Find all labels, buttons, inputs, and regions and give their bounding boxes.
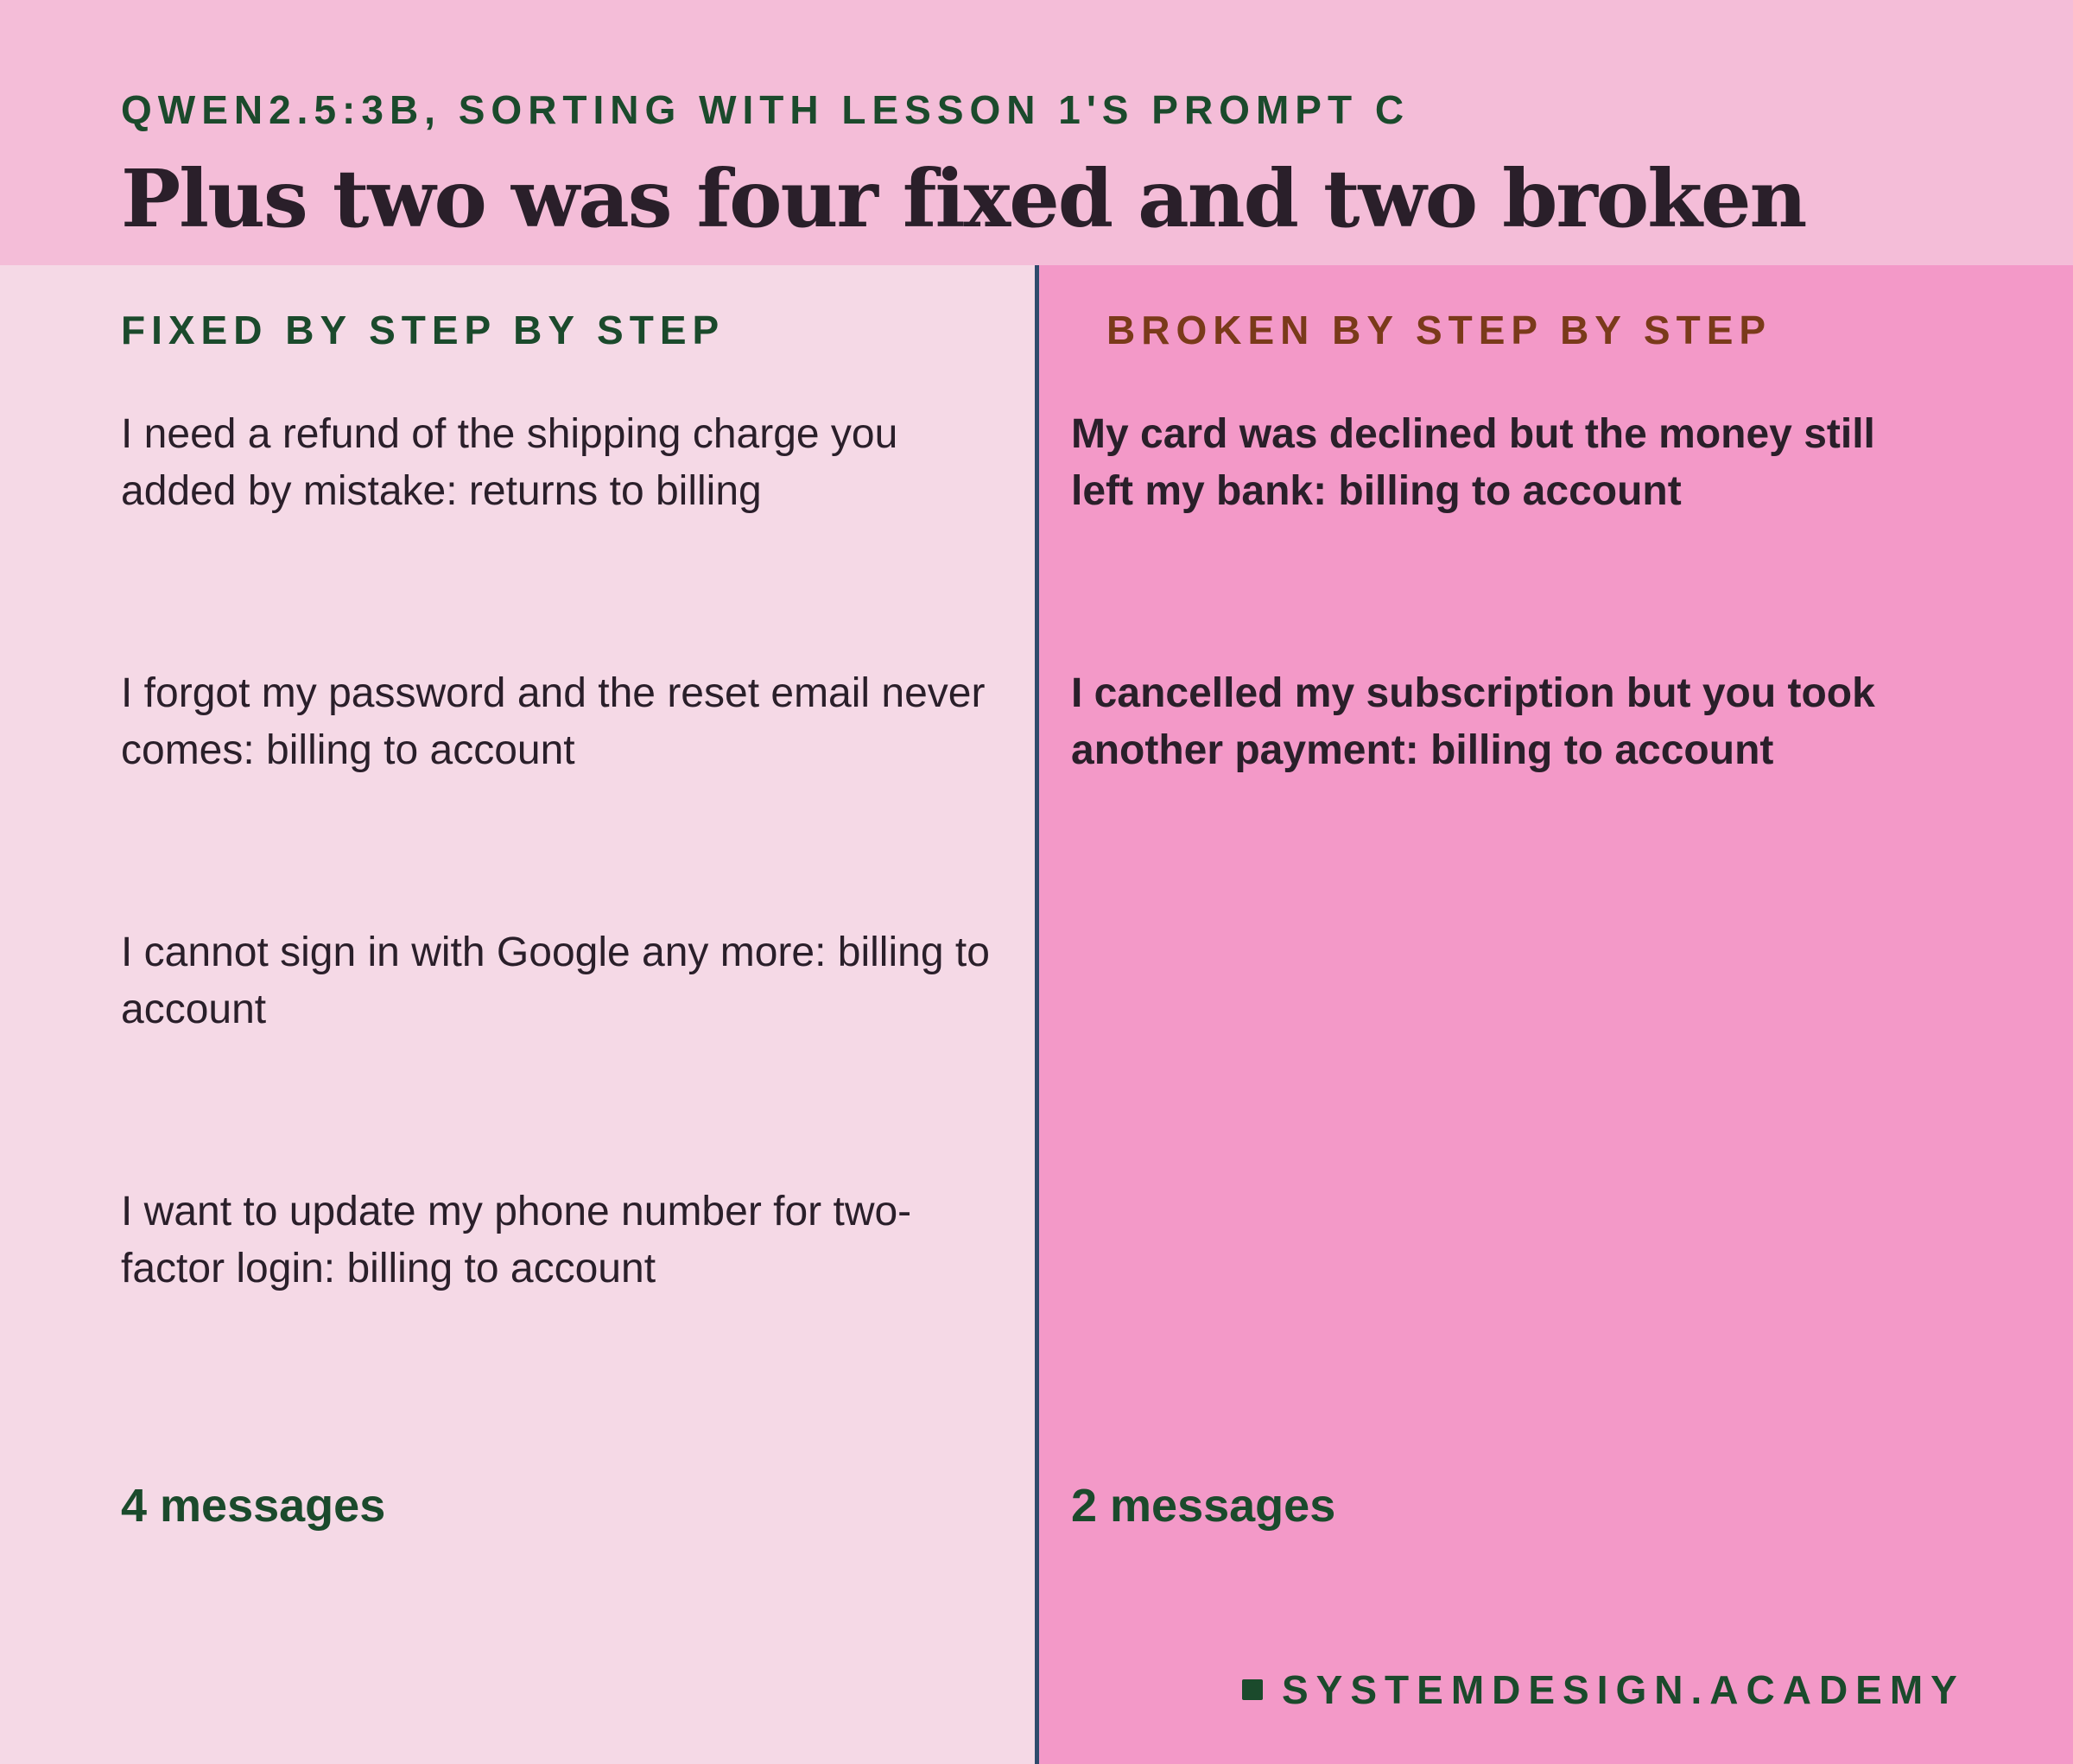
fixed-message: I need a refund of the shipping charge you added by mistake: returns to billing	[121, 411, 898, 514]
fixed-message: I forgot my password and the reset email never comes: billing to account	[121, 670, 986, 773]
kicker: QWEN2.5:3B, SORTING WITH LESSON 1'S PROMPT C	[121, 87, 1411, 132]
fixed-message: I want to update my phone number for two-factor login: billing to account	[121, 1189, 912, 1291]
fixed-message: I cannot sign in with Google any more: billing to account	[121, 930, 990, 1032]
broken-heading: BROKEN BY STEP BY STEP	[1106, 308, 1772, 352]
brand-square-icon	[1242, 1679, 1263, 1700]
broken-message: My card was declined but the money still left my bank: billing to account	[1071, 411, 1875, 514]
broken-message: I cancelled my subscription but you took another payment: billing to account	[1071, 670, 1875, 773]
page-title: Plus two was four fixed and two broken	[121, 152, 1806, 245]
footer-brand	[1242, 1664, 1965, 1716]
fixed-count: 4 messages	[121, 1480, 386, 1532]
broken-count: 2 messages	[1071, 1480, 1336, 1532]
header	[0, 0, 2073, 265]
fixed-column	[0, 265, 1035, 1764]
broken-column	[1039, 265, 2073, 1764]
fixed-heading: FIXED BY STEP BY STEP	[121, 308, 726, 352]
brand-label: SYSTEMDESIGN.ACADEMY	[1282, 1667, 1965, 1712]
